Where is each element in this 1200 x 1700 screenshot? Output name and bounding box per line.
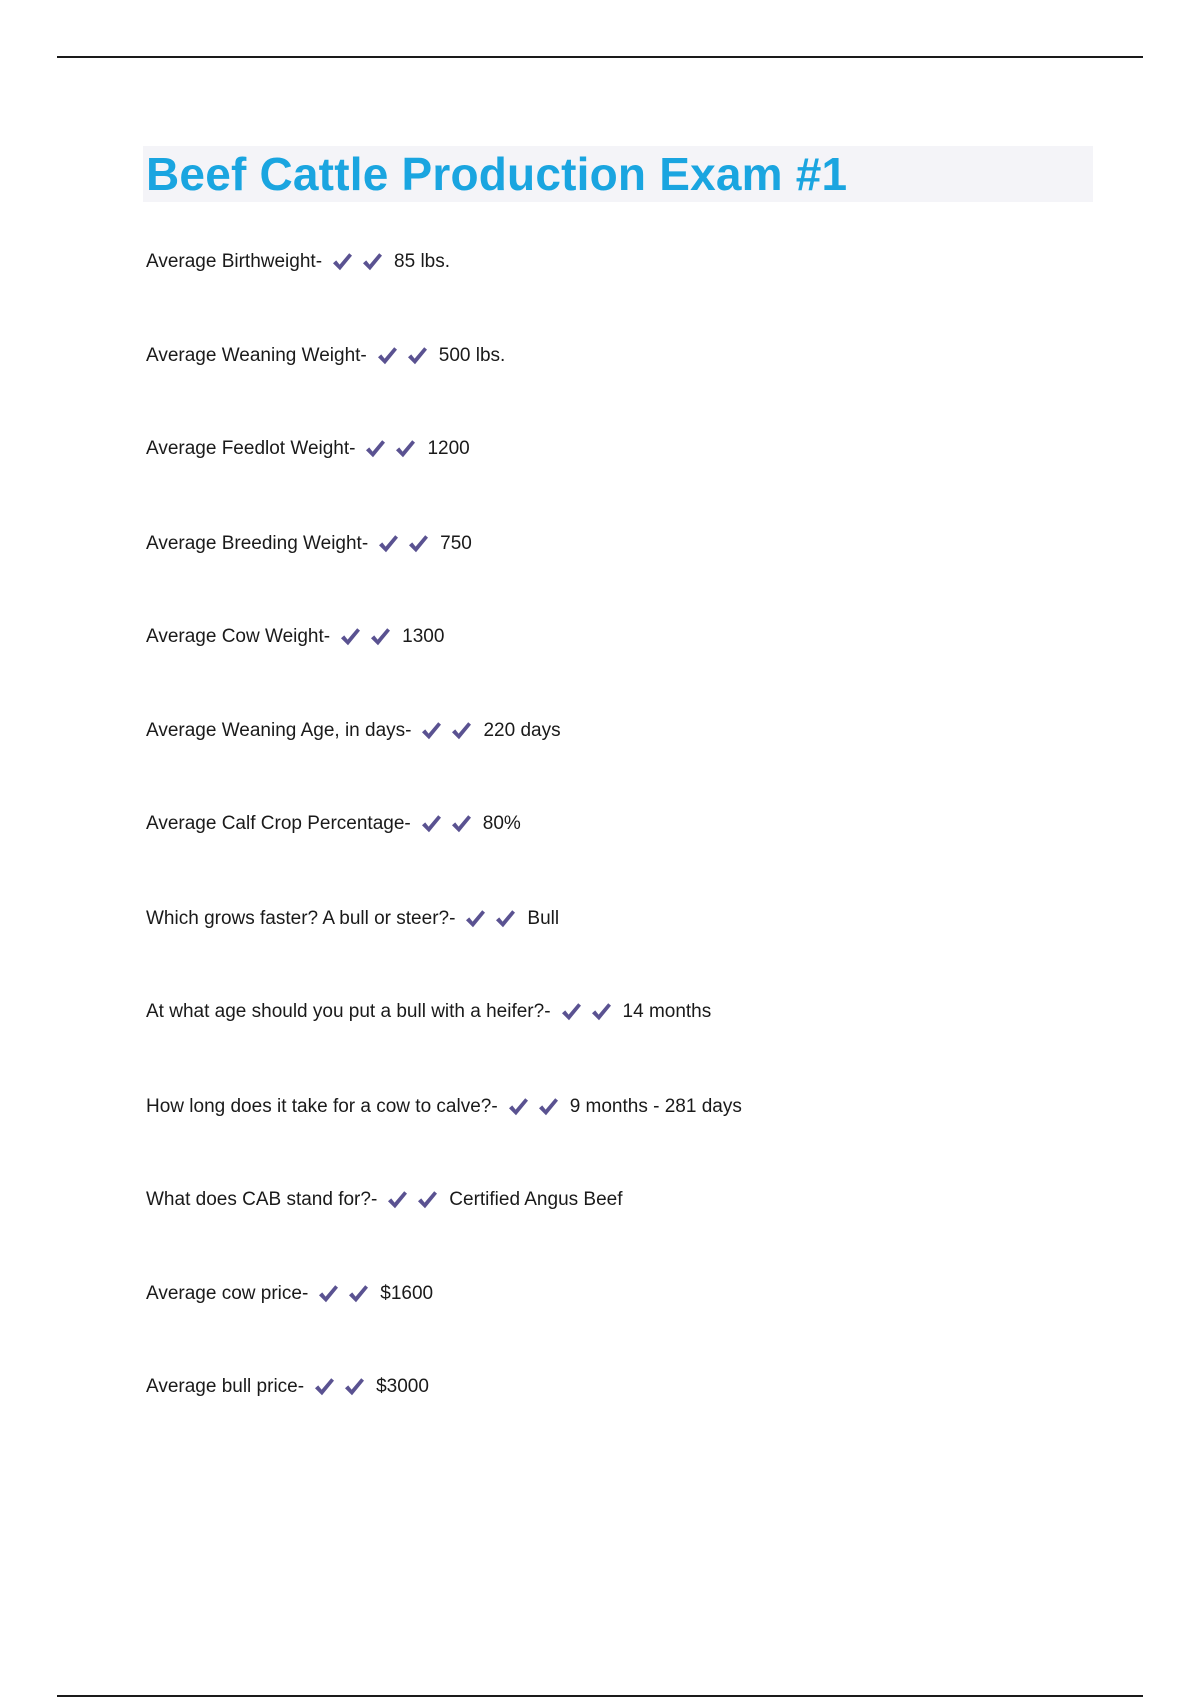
checkmark-icon xyxy=(506,1095,530,1119)
separator: - xyxy=(404,813,411,834)
question-text: Average cow price xyxy=(146,1283,302,1304)
double-check xyxy=(419,719,479,743)
qa-item xyxy=(146,1279,433,1309)
answer-text: 1200 xyxy=(427,438,470,459)
checkmark-icon xyxy=(312,1375,336,1399)
document-title: Beef Cattle Production Exam #1 xyxy=(146,148,848,200)
checkmark-icon xyxy=(415,1188,439,1212)
qa-item xyxy=(146,904,559,934)
question-text: What does CAB stand for? xyxy=(146,1189,371,1210)
checkmark-icon xyxy=(385,1188,409,1212)
double-check xyxy=(375,344,435,368)
separator: - xyxy=(297,1376,305,1397)
qa-item xyxy=(146,434,470,464)
separator: - xyxy=(349,438,356,459)
qa-item xyxy=(146,997,711,1027)
qa-item xyxy=(146,1092,742,1122)
qa-item xyxy=(146,809,521,839)
question-text: Average Weaning Age, in days xyxy=(146,720,406,741)
qa-item xyxy=(146,529,472,559)
checkmark-icon xyxy=(405,344,429,368)
separator: - xyxy=(491,1096,498,1117)
answer-text: 14 months xyxy=(622,1001,712,1022)
question-text: How long does it take for a cow to calve? xyxy=(146,1096,492,1117)
answer-text: 1300 xyxy=(402,626,445,647)
qa-item xyxy=(146,622,444,652)
separator: - xyxy=(361,533,369,554)
double-check xyxy=(376,532,436,556)
double-check xyxy=(338,625,398,649)
checkmark-icon xyxy=(419,719,443,743)
double-check xyxy=(385,1188,445,1212)
question-text: Which grows faster? A bull or steer? xyxy=(146,908,450,929)
checkmark-icon xyxy=(536,1095,560,1119)
checkmark-icon xyxy=(338,625,362,649)
checkmark-icon xyxy=(342,1375,366,1399)
checkmark-icon xyxy=(360,250,384,274)
checkmark-icon xyxy=(406,532,430,556)
qa-item xyxy=(146,247,450,277)
bottom-rule xyxy=(57,1695,1143,1697)
question-text: Average Weaning Weight xyxy=(146,345,361,366)
separator: - xyxy=(405,720,412,741)
question-text: Average bull price xyxy=(146,1376,298,1397)
double-check xyxy=(419,812,479,836)
answer-text: 220 days xyxy=(483,720,561,741)
answer-text: Bull xyxy=(527,908,560,929)
separator: - xyxy=(370,1189,378,1210)
separator: - xyxy=(315,251,323,272)
checkmark-icon xyxy=(463,907,487,931)
double-check xyxy=(316,1282,376,1306)
qa-item xyxy=(146,1185,623,1215)
separator: - xyxy=(544,1001,551,1022)
question-text: Average Breeding Weight xyxy=(146,533,362,554)
answer-text: 9 months - 281 days xyxy=(569,1096,742,1117)
checkmark-icon xyxy=(559,1000,583,1024)
checkmark-icon xyxy=(589,1000,613,1024)
answer-text: 80% xyxy=(482,813,521,834)
question-text: At what age should you put a bull with a heifer? xyxy=(146,1001,545,1022)
checkmark-icon xyxy=(493,907,517,931)
answer-text: $1600 xyxy=(380,1283,434,1304)
double-check xyxy=(463,907,523,931)
double-check xyxy=(312,1375,372,1399)
separator: - xyxy=(301,1283,309,1304)
top-rule xyxy=(57,56,1143,58)
checkmark-icon xyxy=(419,812,443,836)
checkmark-icon xyxy=(316,1282,340,1306)
question-text: Average Feedlot Weight xyxy=(146,438,350,459)
checkmark-icon xyxy=(375,344,399,368)
question-text: Average Cow Weight xyxy=(146,626,324,647)
checkmark-icon xyxy=(368,625,392,649)
qa-item xyxy=(146,1372,429,1402)
qa-item xyxy=(146,341,505,371)
answer-text: 500 lbs. xyxy=(438,345,506,366)
answer-text: Certified Angus Beef xyxy=(449,1189,623,1210)
answer-text: 750 xyxy=(440,533,472,554)
checkmark-icon xyxy=(449,812,473,836)
double-check xyxy=(363,437,423,461)
question-text: Average Birthweight xyxy=(146,251,316,272)
checkmark-icon xyxy=(346,1282,370,1306)
checkmark-icon xyxy=(363,437,387,461)
checkmark-icon xyxy=(330,250,354,274)
answer-text: $3000 xyxy=(376,1376,429,1397)
separator: - xyxy=(360,345,367,366)
checkmark-icon xyxy=(393,437,417,461)
double-check xyxy=(506,1095,566,1119)
double-check xyxy=(330,250,390,274)
qa-item xyxy=(146,716,561,746)
separator: - xyxy=(323,626,331,647)
question-text: Average Calf Crop Percentage xyxy=(146,813,405,834)
checkmark-icon xyxy=(376,532,400,556)
double-check xyxy=(559,1000,619,1024)
checkmark-icon xyxy=(449,719,473,743)
separator: - xyxy=(449,908,456,929)
answer-text: 85 lbs. xyxy=(394,251,451,272)
